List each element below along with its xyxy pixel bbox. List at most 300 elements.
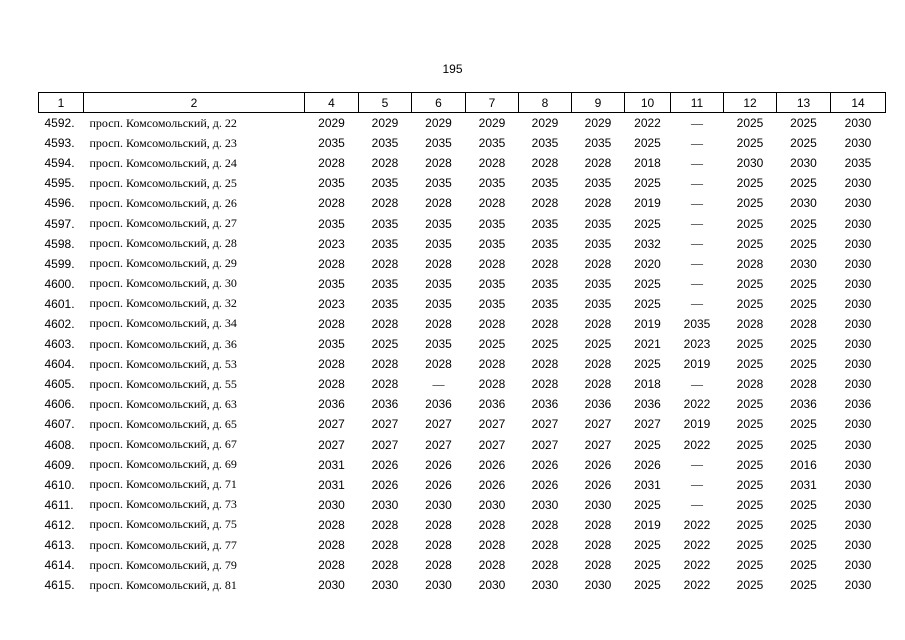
year-cell: 2028 <box>318 156 345 171</box>
year-cell: 2027 <box>371 437 399 452</box>
year-cell: 2028 <box>478 196 506 211</box>
row-number-cell: 4606. <box>44 397 75 412</box>
year-cell: 2028 <box>425 357 452 372</box>
year-cell: 2025 <box>634 136 661 151</box>
year-cell: 2022 <box>683 397 711 412</box>
year-cell: 2028 <box>584 377 612 392</box>
year-cell: 2016 <box>790 457 817 472</box>
year-cell: 2035 <box>478 236 506 251</box>
table-header-row <box>39 93 886 113</box>
year-cell: 2028 <box>584 256 612 271</box>
year-cell: 2025 <box>634 216 661 231</box>
year-cell: 2035 <box>371 216 399 231</box>
address-cell: просп. Комсомольский, д. 65 <box>89 416 237 431</box>
year-cell: — <box>691 236 703 251</box>
column-header-13: 13 <box>777 93 831 113</box>
year-cell: 2035 <box>531 136 559 151</box>
year-cell: 2035 <box>318 216 345 231</box>
year-cell: 2025 <box>790 236 817 251</box>
address-cell: просп. Комсомольский, д. 27 <box>89 216 237 231</box>
year-cell: 2019 <box>634 196 661 211</box>
year-cell: 2023 <box>318 236 345 251</box>
year-cell: 2027 <box>584 417 612 432</box>
year-cell: 2027 <box>371 417 399 432</box>
year-cell: 2028 <box>531 156 559 171</box>
address-cell: просп. Комсомольский, д. 71 <box>89 477 237 492</box>
column-header-12: 12 <box>724 93 777 113</box>
row-number-cell: 4592. <box>44 116 75 131</box>
row-number-cell: 4611. <box>44 497 74 512</box>
year-cell: 2025 <box>736 276 764 291</box>
year-cell: 2029 <box>371 116 399 131</box>
year-cell: 2035 <box>318 136 345 151</box>
year-cell: 2036 <box>478 397 506 412</box>
year-cell: — <box>691 376 703 391</box>
year-cell: 2030 <box>844 497 872 512</box>
year-cell: 2025 <box>736 517 764 532</box>
year-cell: 2028 <box>371 316 399 331</box>
year-cell: 2025 <box>736 578 764 593</box>
year-cell: 2027 <box>584 437 612 452</box>
year-cell: 2028 <box>478 538 506 553</box>
column-header-2: 2 <box>84 93 305 113</box>
year-cell: 2028 <box>318 538 345 553</box>
year-cell: 2026 <box>371 477 399 492</box>
year-cell: 2025 <box>634 558 661 573</box>
year-cell: 2029 <box>318 116 345 131</box>
year-cell: 2028 <box>425 558 452 573</box>
address-cell: просп. Комсомольский, д. 67 <box>89 437 237 452</box>
year-cell: 2028 <box>584 517 612 532</box>
year-cell: 2025 <box>736 337 764 352</box>
year-cell: 2035 <box>318 176 345 191</box>
column-header-6: 6 <box>412 93 466 113</box>
year-cell: — <box>691 497 703 512</box>
year-cell: 2030 <box>318 497 345 512</box>
row-number-cell: 4608. <box>44 437 75 452</box>
year-cell: 2028 <box>736 316 764 331</box>
address-cell: просп. Комсомольский, д. 55 <box>89 376 237 391</box>
row-number-cell: 4596. <box>44 196 75 211</box>
year-cell: 2025 <box>790 437 817 452</box>
year-cell: 2019 <box>634 316 661 331</box>
year-cell: 2030 <box>531 578 559 593</box>
year-cell: 2025 <box>790 497 817 512</box>
address-cell: просп. Комсомольский, д. 63 <box>89 396 237 411</box>
row-number-cell: 4602. <box>44 316 75 331</box>
year-cell: 2029 <box>584 116 612 131</box>
year-cell: 2019 <box>683 417 711 432</box>
column-header-9: 9 <box>572 93 625 113</box>
year-cell: 2035 <box>478 136 506 151</box>
table-row <box>39 374 886 394</box>
address-cell: просп. Комсомольский, д. 30 <box>89 276 237 291</box>
year-cell: 2036 <box>584 397 612 412</box>
year-cell: 2025 <box>736 538 764 553</box>
year-cell: 2022 <box>634 116 661 131</box>
year-cell: — <box>691 457 703 472</box>
year-cell: 2025 <box>790 337 817 352</box>
table-row <box>39 575 886 595</box>
year-cell: 2022 <box>683 538 711 553</box>
year-cell: 2025 <box>736 136 764 151</box>
year-cell: 2028 <box>371 357 399 372</box>
year-cell: 2022 <box>683 517 711 532</box>
year-cell: 2026 <box>371 457 399 472</box>
year-cell: 2030 <box>584 578 612 593</box>
row-number-cell: 4594. <box>44 156 75 171</box>
year-cell: 2028 <box>478 316 506 331</box>
year-cell: 2030 <box>790 196 817 211</box>
year-cell: 2027 <box>318 417 345 432</box>
year-cell: 2025 <box>584 337 612 352</box>
year-cell: 2026 <box>531 457 559 472</box>
address-cell: просп. Комсомольский, д. 24 <box>89 155 237 170</box>
year-cell: 2030 <box>790 156 817 171</box>
year-cell: 2036 <box>318 397 345 412</box>
year-cell: 2026 <box>478 477 506 492</box>
year-cell: 2035 <box>584 236 612 251</box>
address-cell: просп. Комсомольский, д. 29 <box>89 256 237 271</box>
year-cell: 2028 <box>531 357 559 372</box>
table-row <box>39 294 886 314</box>
year-cell: 2030 <box>844 216 872 231</box>
year-cell: 2025 <box>736 477 764 492</box>
year-cell: 2030 <box>425 578 452 593</box>
year-cell: 2030 <box>425 497 452 512</box>
column-header-14: 14 <box>831 93 886 113</box>
year-cell: 2036 <box>790 397 817 412</box>
year-cell: 2030 <box>844 296 872 311</box>
year-cell: — <box>691 115 703 130</box>
year-cell: 2028 <box>584 196 612 211</box>
year-cell: 2028 <box>478 517 506 532</box>
address-cell: просп. Комсомольский, д. 69 <box>89 457 237 472</box>
year-cell: 2028 <box>425 196 452 211</box>
table-row <box>39 435 886 455</box>
year-cell: 2027 <box>425 437 452 452</box>
address-cell: просп. Комсомольский, д. 36 <box>89 336 237 351</box>
year-cell: — <box>691 216 703 231</box>
year-cell: 2030 <box>844 316 872 331</box>
year-cell: 2019 <box>634 517 661 532</box>
year-cell: 2026 <box>478 457 506 472</box>
year-cell: — <box>691 155 703 170</box>
year-cell: 2020 <box>634 256 661 271</box>
year-cell: 2028 <box>318 196 345 211</box>
year-cell: 2030 <box>844 538 872 553</box>
year-cell: — <box>691 195 703 210</box>
year-cell: 2035 <box>425 216 452 231</box>
year-cell: 2025 <box>736 357 764 372</box>
year-cell: 2028 <box>478 156 506 171</box>
year-cell: 2028 <box>531 316 559 331</box>
year-cell: 2030 <box>844 337 872 352</box>
address-cell: просп. Комсомольский, д. 23 <box>89 135 237 150</box>
row-number-cell: 4614. <box>44 558 75 573</box>
year-cell: 2028 <box>478 256 506 271</box>
year-cell: 2023 <box>683 337 711 352</box>
year-cell: 2035 <box>478 296 506 311</box>
year-cell: 2035 <box>318 337 345 352</box>
year-cell: 2028 <box>736 256 764 271</box>
year-cell: 2035 <box>584 296 612 311</box>
table-row <box>39 515 886 535</box>
data-table <box>38 92 886 595</box>
year-cell: 2035 <box>584 276 612 291</box>
column-header-4: 4 <box>305 93 359 113</box>
year-cell: 2029 <box>531 116 559 131</box>
year-cell: 2035 <box>531 176 559 191</box>
table-row <box>39 113 886 134</box>
year-cell: 2035 <box>371 296 399 311</box>
column-header-10: 10 <box>625 93 671 113</box>
year-cell: 2036 <box>634 397 661 412</box>
year-cell: — <box>432 376 445 391</box>
year-cell: 2030 <box>844 578 872 593</box>
year-cell: 2030 <box>584 497 612 512</box>
year-cell: 2031 <box>318 457 345 472</box>
year-cell: 2025 <box>790 176 817 191</box>
year-cell: 2032 <box>634 236 661 251</box>
year-cell: 2026 <box>584 457 612 472</box>
year-cell: 2035 <box>425 176 452 191</box>
year-cell: 2027 <box>531 437 559 452</box>
address-cell: просп. Комсомольский, д. 34 <box>89 316 237 331</box>
row-number-cell: 4615. <box>44 578 75 593</box>
year-cell: 2028 <box>790 316 817 331</box>
year-cell: 2028 <box>425 256 452 271</box>
column-header-7: 7 <box>466 93 519 113</box>
year-cell: 2030 <box>478 578 506 593</box>
year-cell: 2029 <box>425 116 452 131</box>
year-cell: 2035 <box>425 337 452 352</box>
year-cell: 2035 <box>478 176 506 191</box>
year-cell: 2025 <box>371 337 399 352</box>
address-cell: просп. Комсомольский, д. 32 <box>89 296 237 311</box>
row-number-cell: 4610. <box>44 477 75 492</box>
row-number-cell: 4613. <box>44 538 75 553</box>
year-cell: 2035 <box>531 276 559 291</box>
year-cell: 2025 <box>736 116 764 131</box>
year-cell: 2025 <box>478 337 506 352</box>
table-row <box>39 173 886 193</box>
address-cell: просп. Комсомольский, д. 25 <box>89 175 237 190</box>
year-cell: 2019 <box>683 357 711 372</box>
table-row <box>39 234 886 254</box>
year-cell: 2027 <box>478 417 506 432</box>
year-cell: 2035 <box>531 216 559 231</box>
year-cell: 2022 <box>683 578 711 593</box>
year-cell: 2035 <box>584 216 612 231</box>
year-cell: 2028 <box>478 558 506 573</box>
year-cell: 2028 <box>318 517 345 532</box>
year-cell: 2035 <box>371 176 399 191</box>
row-number-cell: 4593. <box>44 136 75 151</box>
year-cell: 2035 <box>531 236 559 251</box>
address-cell: просп. Комсомольский, д. 77 <box>89 537 237 552</box>
year-cell: 2025 <box>634 538 661 553</box>
year-cell: 2036 <box>531 397 559 412</box>
year-cell: 2030 <box>844 116 872 131</box>
year-cell: 2028 <box>425 538 452 553</box>
year-cell: 2026 <box>584 477 612 492</box>
year-cell: 2025 <box>736 236 764 251</box>
row-number-cell: 4603. <box>44 337 75 352</box>
year-cell: 2023 <box>318 296 345 311</box>
year-cell: 2028 <box>790 377 817 392</box>
table-row <box>39 414 886 434</box>
address-cell: просп. Комсомольский, д. 81 <box>89 577 237 592</box>
year-cell: 2030 <box>844 236 872 251</box>
year-cell: 2028 <box>371 256 399 271</box>
year-cell: 2035 <box>844 156 872 171</box>
year-cell: 2027 <box>478 437 506 452</box>
year-cell: 2035 <box>371 236 399 251</box>
year-cell: 2028 <box>584 538 612 553</box>
year-cell: 2028 <box>425 156 452 171</box>
year-cell: 2030 <box>318 578 345 593</box>
row-number-cell: 4605. <box>44 377 75 392</box>
table-row <box>39 213 886 233</box>
year-cell: 2027 <box>634 417 661 432</box>
table-row <box>39 495 886 515</box>
year-cell: 2035 <box>584 176 612 191</box>
row-number-cell: 4601. <box>44 296 75 311</box>
year-cell: 2028 <box>318 377 345 392</box>
year-cell: 2028 <box>371 156 399 171</box>
year-cell: 2030 <box>844 558 872 573</box>
year-cell: 2028 <box>371 517 399 532</box>
table-row <box>39 394 886 414</box>
row-number-cell: 4597. <box>44 216 75 231</box>
year-cell: 2028 <box>318 316 345 331</box>
year-cell: 2030 <box>844 196 872 211</box>
address-cell: просп. Комсомольский, д. 75 <box>89 517 237 532</box>
year-cell: 2025 <box>736 196 764 211</box>
year-cell: 2028 <box>531 538 559 553</box>
year-cell: 2025 <box>790 357 817 372</box>
address-cell: просп. Комсомольский, д. 53 <box>89 356 237 371</box>
year-cell: — <box>691 256 703 271</box>
year-cell: 2027 <box>318 437 345 452</box>
year-cell: 2025 <box>790 578 817 593</box>
address-cell: просп. Комсомольский, д. 26 <box>89 195 237 210</box>
year-cell: 2035 <box>425 296 452 311</box>
year-cell: 2025 <box>736 457 764 472</box>
year-cell: 2035 <box>478 216 506 231</box>
year-cell: 2028 <box>531 377 559 392</box>
year-cell: 2025 <box>790 538 817 553</box>
year-cell: 2025 <box>736 397 764 412</box>
column-header-1: 1 <box>39 93 84 113</box>
year-cell: 2025 <box>790 136 817 151</box>
year-cell: 2025 <box>736 296 764 311</box>
year-cell: 2018 <box>634 377 661 392</box>
table-row <box>39 535 886 555</box>
row-number-cell: 4600. <box>44 276 75 291</box>
year-cell: 2026 <box>634 457 661 472</box>
year-cell: 2025 <box>790 276 817 291</box>
table-row <box>39 133 886 153</box>
year-cell: 2030 <box>371 578 399 593</box>
year-cell: 2025 <box>790 558 817 573</box>
year-cell: 2025 <box>634 578 661 593</box>
year-cell: 2035 <box>478 276 506 291</box>
year-cell: 2028 <box>371 196 399 211</box>
year-cell: 2028 <box>478 377 506 392</box>
year-cell: 2035 <box>371 136 399 151</box>
year-cell: 2035 <box>425 136 452 151</box>
year-cell: 2030 <box>844 136 872 151</box>
year-cell: 2028 <box>318 256 345 271</box>
year-cell: — <box>691 477 703 492</box>
year-cell: 2030 <box>844 377 872 392</box>
year-cell: 2025 <box>736 497 764 512</box>
year-cell: 2025 <box>736 176 764 191</box>
table-row <box>39 254 886 274</box>
year-cell: 2030 <box>844 457 872 472</box>
year-cell: 2030 <box>844 276 872 291</box>
year-cell: 2022 <box>683 437 711 452</box>
year-cell: 2028 <box>371 538 399 553</box>
year-cell: 2025 <box>790 417 817 432</box>
year-cell: 2030 <box>790 256 817 271</box>
year-cell: — <box>691 135 703 150</box>
column-header-11: 11 <box>671 93 724 113</box>
year-cell: 2035 <box>371 276 399 291</box>
year-cell: 2027 <box>531 417 559 432</box>
year-cell: 2028 <box>318 558 345 573</box>
row-number-cell: 4595. <box>44 176 75 191</box>
table-body <box>39 113 886 596</box>
year-cell: 2028 <box>371 558 399 573</box>
year-cell: 2031 <box>318 477 345 492</box>
year-cell: 2031 <box>634 477 661 492</box>
year-cell: 2028 <box>425 517 452 532</box>
year-cell: 2035 <box>425 276 452 291</box>
year-cell: 2028 <box>584 357 612 372</box>
year-cell: 2025 <box>790 116 817 131</box>
year-cell: 2025 <box>736 558 764 573</box>
year-cell: 2025 <box>634 437 661 452</box>
year-cell: 2028 <box>425 316 452 331</box>
table-row <box>39 555 886 575</box>
year-cell: 2028 <box>584 316 612 331</box>
table-row <box>39 274 886 294</box>
row-number-cell: 4599. <box>44 256 75 271</box>
year-cell: 2030 <box>844 477 872 492</box>
table-row <box>39 334 886 354</box>
year-cell: 2025 <box>736 216 764 231</box>
year-cell: 2028 <box>371 377 399 392</box>
year-cell: 2028 <box>531 558 559 573</box>
year-cell: 2030 <box>371 497 399 512</box>
address-cell: просп. Комсомольский, д. 22 <box>89 115 237 130</box>
year-cell: — <box>691 296 703 311</box>
column-header-5: 5 <box>359 93 412 113</box>
address-cell: просп. Комсомольский, д. 73 <box>89 497 237 512</box>
year-cell: 2030 <box>844 517 872 532</box>
year-cell: 2025 <box>634 296 661 311</box>
address-cell: просп. Комсомольский, д. 28 <box>89 236 237 251</box>
year-cell: 2025 <box>736 437 764 452</box>
year-cell: 2036 <box>844 397 872 412</box>
row-number-cell: 4607. <box>44 417 75 432</box>
year-cell: 2028 <box>531 256 559 271</box>
year-cell: 2030 <box>478 497 506 512</box>
year-cell: 2026 <box>531 477 559 492</box>
